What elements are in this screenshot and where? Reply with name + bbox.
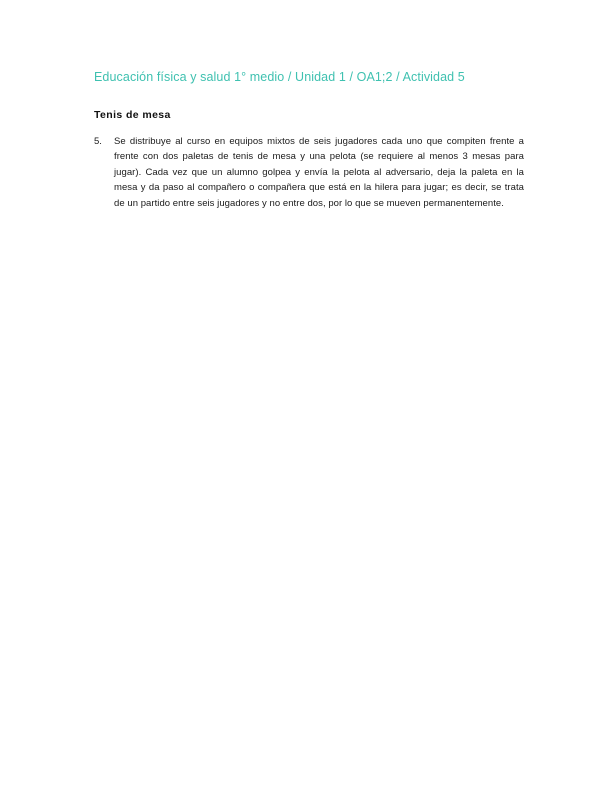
activity-description: Se distribuye al curso en equipos mixtos de seis jugadores cada uno que compiten frente a frente con dos paletas de tenis de mesa y una pelota (se requiere al menos 3 mesas para jugar). Cada vez que un alumno golpea y envía la pelota al adversario, deja la paleta en la mesa y da paso al compañero o compañera que está en la hilera para jugar; es decir, se trata de un partido entre seis jugadores y no entre dos, por lo que se mueven permanentemente.: [114, 136, 524, 209]
breadcrumb: Educación física y salud 1° medio / Unidad 1 / OA1;2 / Actividad 5: [94, 70, 465, 84]
activity-item: [94, 134, 524, 211]
activity-number: 5.: [94, 136, 102, 147]
section-title: Tenis de mesa: [94, 109, 171, 121]
